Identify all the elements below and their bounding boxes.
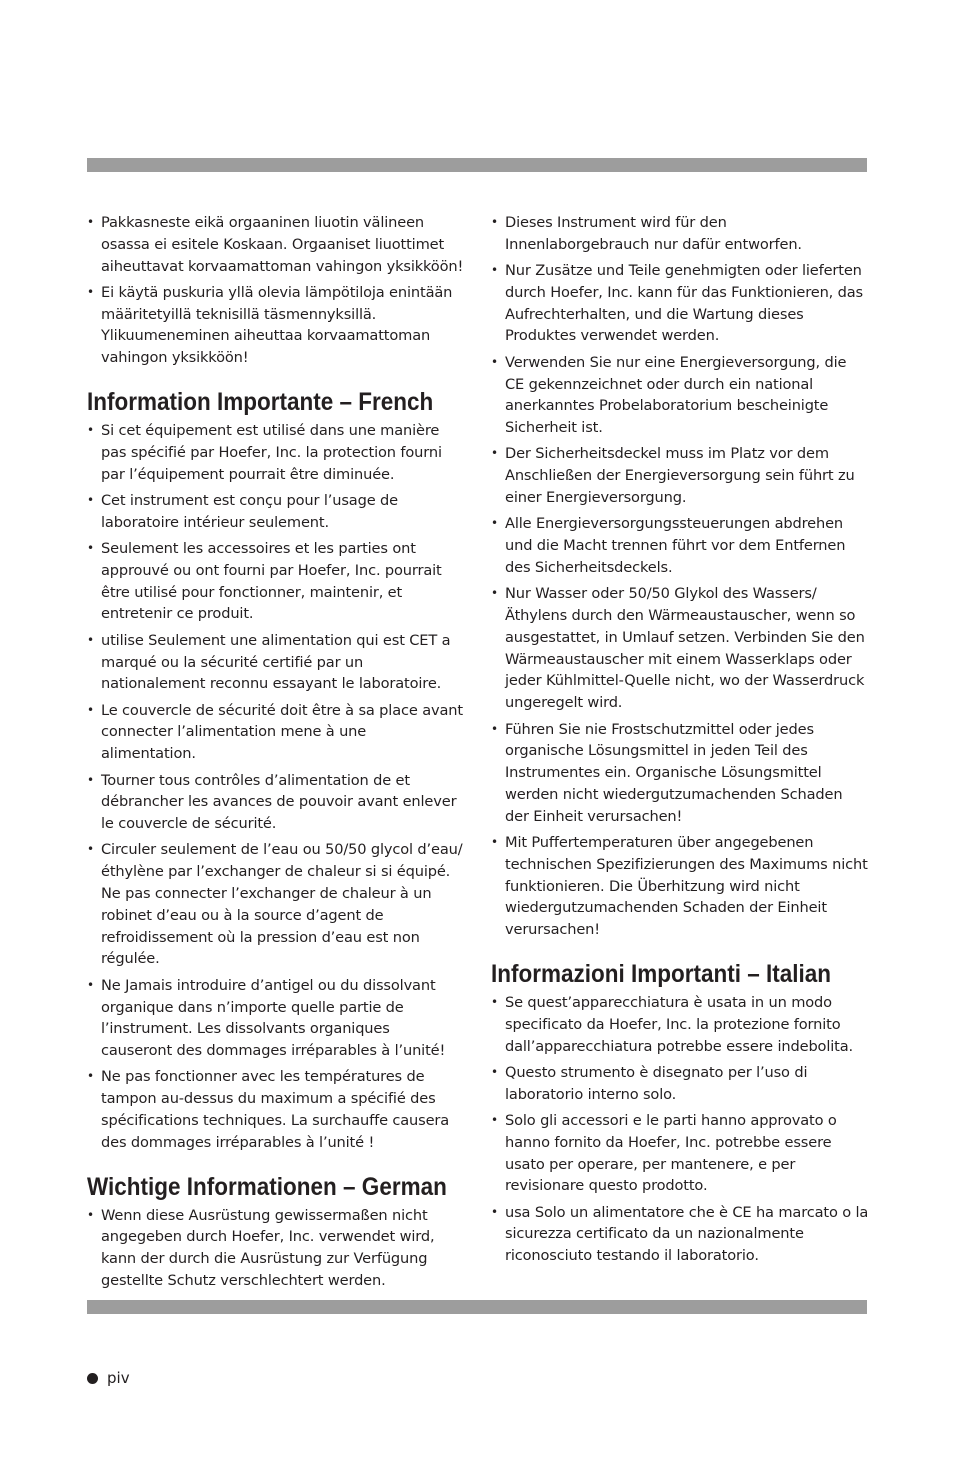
list-item: • Solo gli accessori e le parti hanno approvato o hanno fornito da Hoefer, Inc. potrebbe essere usato per operare, per mantenere, e per revisionare questo prodotto. (491, 1110, 869, 1197)
german-list-right (491, 212, 869, 941)
list-item: • Tourner tous contrôles d’alimentation de et débrancher les avances de pouvoir avant enlever le couvercle de sécurité. (87, 770, 465, 835)
list-item: • Cet instrument est conçu pour l’usage de laboratoire intérieur seulement. (87, 490, 465, 534)
italian-list (491, 992, 869, 1267)
list-item: • Le couvercle de sécurité doit être à sa place avant connecter l’alimentation mene à une alimentation. (87, 700, 465, 765)
list-item: • Führen Sie nie Frostschutzmittel oder jedes organische Lösungsmittel in jeden Teil des Instrumentes ein. Organische Lösungsmittel werden nicht wiedergutzumachenden Schaden der Einheit verursachen! (491, 719, 869, 828)
list-item: • Circuler seulement de l’eau ou 50/50 glycol d’eau/ éthylène par l’exchanger de chaleur si si équipé. Ne pas connecter l’exchanger de chaleur à un robinet d’eau ou à la source d’agent de refroidissement où la pression d’eau est non régulée. (87, 839, 465, 970)
right-column (491, 212, 869, 1272)
list-item: • Mit Puffertemperaturen über angegebenen technischen Spezifizierungen des Maximums nicht funktionieren. Die Überhitzung wird nicht wiedergutzumachenden Schaden der Einheit verursachen! (491, 832, 869, 941)
list-item: • Se quest’apparecchiatura è usata in un modo specificato da Hoefer, Inc. la protezione fornito dall’apparecchiatura potrebbe essere indebolita. (491, 992, 869, 1057)
list-item: • Pakkasneste eikä orgaaninen liuotin välineen osassa ei esitele Koskaan. Orgaaniset liuottimet aiheuttavat korvaamattoman vahingon yksikköön! (87, 212, 465, 277)
list-item: • Alle Energieversorgungssteuerungen abdrehen und die Macht trennen führt vor dem Entfernen des Sicherheitsdeckels. (491, 513, 869, 578)
bottom-rule (87, 1300, 867, 1314)
page-footer (87, 1367, 130, 1389)
list-item: • Nur Wasser oder 50/50 Glykol des Wassers/ Äthylens durch den Wärmeaustauscher, wenn so ausgestattet, in Umlauf setzen. Verbinden Sie den Wärmeaustauscher mit einem Wasserklaps oder jeder Kühlmittel-Quelle nicht, wo der Wasserdruck ungeregelt wird. (491, 583, 869, 714)
list-item: • Nur Zusätze und Teile genehmigten oder lieferten durch Hoefer, Inc. kann für das Funktionieren, das Aufrechterhalten, und die Wartung dieses Produktes verwendet werden. (491, 260, 869, 347)
list-item: • utilise Seulement une alimentation qui est CET a marqué ou la sécurité certifié par un nationalement reconnu essayant le laboratoire. (87, 630, 465, 695)
list-item: • usa Solo un alimentatore che è CE ha marcato o la sicurezza certificato da un nazionalmente riconosciuto testando il laboratorio. (491, 1202, 869, 1267)
page-number: piv (107, 1369, 130, 1387)
german-heading: Wichtige Informationen – German (87, 1172, 447, 1201)
italian-heading: Informazioni Importanti – Italian (491, 960, 832, 988)
top-rule (87, 158, 867, 172)
french-heading: Information Importante – French (87, 388, 434, 417)
list-item: • Der Sicherheitsdeckel muss im Platz vor dem Anschließen der Energieversorgung sein führt zu einer Energieversorgung. (491, 443, 869, 508)
german-list-left (87, 1205, 465, 1292)
list-item: • Ne pas fonctionner avec les températures de tampon au-dessus du maximum a spécifié des spécifications techniques. La surchauffe causera des dommages irréparables à l’unité ! (87, 1066, 465, 1153)
list-item: • Questo strumento è disegnato per l’uso di laboratorio interno solo. (491, 1062, 869, 1106)
list-item: • Ne Jamais introduire d’antigel ou du dissolvant organique dans n’importe quelle partie de l’instrument. Les dissolvants organiques causeront des dommages irréparables à l’unité! (87, 975, 465, 1062)
finnish-list (87, 212, 465, 369)
list-item: • Wenn diese Ausrüstung gewissermaßen nicht angegeben durch Hoefer, Inc. verwendet wird, kann der durch die Ausrüstung zur Verfügung gestellte Schutz verschlechtert werden. (87, 1205, 465, 1292)
list-item: • Si cet équipement est utilisé dans une manière pas spécifié par Hoefer, Inc. la protection fourni par l’équipement pourrait être diminuée. (87, 420, 465, 485)
list-item: • Seulement les accessoires et les parties ont approuvé ou ont fourni par Hoefer, Inc. pourrait être utilisé pour fonctionner, maintenir, et entretenir ce produit. (87, 538, 465, 625)
list-item: • Verwenden Sie nur eine Energieversorgung, die CE gekennzeichnet oder durch ein national anerkanntes Probelaboratorium bescheinigte Sicherheit ist. (491, 352, 869, 439)
french-list (87, 420, 465, 1154)
left-column (87, 212, 465, 1296)
list-item: • Dieses Instrument wird für den Innenlaborgebrauch nur dafür entworfen. (491, 212, 869, 256)
bullet-dot-icon (87, 1373, 98, 1384)
list-item: • Ei käytä puskuria yllä olevia lämpötiloja enintään määritetyillä teknisillä täsmennyksillä. Ylikuumeneminen aiheuttaa korvaamattoman vahingon yksikköön! (87, 282, 465, 369)
